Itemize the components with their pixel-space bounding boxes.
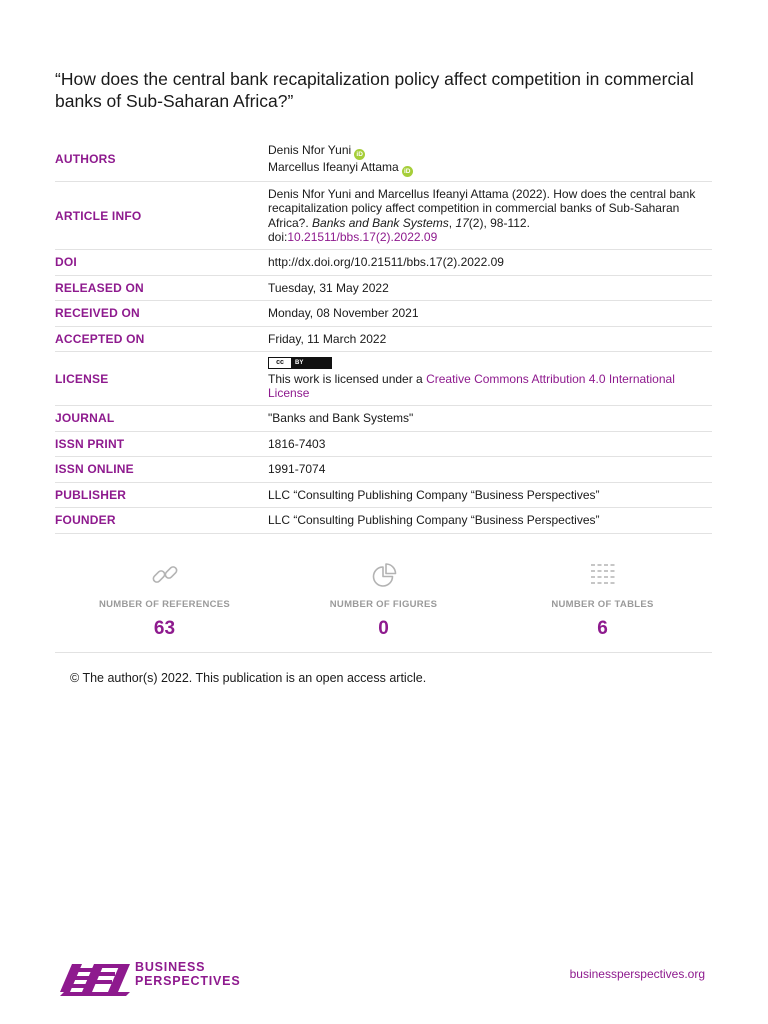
article-metadata-table xyxy=(55,136,712,534)
doi-value[interactable]: http://dx.doi.org/10.21511/bbs.17(2).2022.09 xyxy=(268,255,504,269)
logo-line-2: PERSPECTIVES xyxy=(135,974,241,988)
article-info-value: Denis Nfor Yuni and Marcellus Ifeanyi Attama (2022). How does the central bank recapitalization policy affect competition in commercial banks of Sub-Saharan Africa?. Banks and Bank Systems, 17(2), 98-112. doi:10.21511/bbs.17(2).2022.09 xyxy=(268,186,696,244)
authors-row xyxy=(55,136,712,182)
figures-label: NUMBER OF FIGURES xyxy=(329,599,438,610)
references-stat xyxy=(55,560,274,640)
table-icon xyxy=(588,560,618,590)
issn-print-row xyxy=(55,432,712,458)
license-row xyxy=(55,352,712,406)
accepted-label: ACCEPTED ON xyxy=(55,331,145,346)
publisher-value: LLC “Consulting Publishing Company “Business Perspectives” xyxy=(268,487,600,502)
issn-online-row xyxy=(55,457,712,483)
orcid-icon[interactable]: iD xyxy=(354,149,365,160)
received-value: Monday, 08 November 2021 xyxy=(268,306,419,320)
cc-by-license-icon[interactable] xyxy=(268,357,332,369)
citation-doi-link[interactable]: 10.21511/bbs.17(2).2022.09 xyxy=(287,230,438,244)
cc-badge-right: BY xyxy=(291,358,331,368)
cc-badge-left: cc xyxy=(269,358,291,368)
citation-pages: (2), 98-112. xyxy=(468,215,530,230)
released-row xyxy=(55,276,712,302)
accepted-row xyxy=(55,327,712,353)
authors-label: AUTHORS xyxy=(55,151,116,166)
link-icon xyxy=(150,560,180,590)
founder-label: FOUNDER xyxy=(55,513,116,528)
doi-label: DOI xyxy=(55,255,77,270)
figures-count: 0 xyxy=(378,618,389,639)
authors-value xyxy=(268,137,712,181)
logo-wordmark xyxy=(135,960,240,988)
tables-count: 6 xyxy=(597,618,608,639)
issn-online-value: 1991-7074 xyxy=(268,462,326,476)
citation-text: Denis Nfor Yuni and Marcellus Ifeanyi Attama (2022). How does the central bank recapitalization policy affect competition in commercial banks of Sub-Saharan Africa?. xyxy=(268,186,696,230)
citation-volume: 17 xyxy=(455,215,469,230)
received-row xyxy=(55,301,712,327)
journal-label: JOURNAL xyxy=(55,411,115,426)
author-name[interactable]: Denis Nfor Yuni xyxy=(268,142,352,157)
publisher-label: PUBLISHER xyxy=(55,487,127,502)
copyright-notice: © The author(s) 2022. This publication is an open access article. xyxy=(70,671,427,685)
article-title: “How does the central bank recapitalization policy affect competition in commercial banks of Sub-Saharan Africa?” xyxy=(55,69,694,111)
website-link[interactable]: businessperspectives.org xyxy=(569,967,705,981)
citation-doi-prefix: doi: xyxy=(268,230,288,244)
issn-print-value: 1816-7403 xyxy=(268,436,326,451)
article-statistics xyxy=(55,560,712,653)
references-count: 63 xyxy=(153,618,176,639)
citation-journal: Banks and Bank Systems xyxy=(312,215,449,230)
license-value xyxy=(268,351,712,405)
released-value: Tuesday, 31 May 2022 xyxy=(268,280,389,295)
accepted-value: Friday, 11 March 2022 xyxy=(268,331,387,346)
journal-row xyxy=(55,406,712,432)
figures-stat xyxy=(274,560,493,640)
released-label: RELEASED ON xyxy=(55,280,144,295)
license-link[interactable]: Creative Commons Attribution 4.0 International License xyxy=(268,371,675,401)
doi-row xyxy=(55,250,712,276)
pie-chart-icon xyxy=(369,560,399,590)
tables-label: NUMBER OF TABLES xyxy=(551,599,654,610)
issn-print-label: ISSN PRINT xyxy=(55,436,125,451)
publisher-row xyxy=(55,483,712,509)
license-label: LICENSE xyxy=(55,371,109,386)
issn-online-label: ISSN ONLINE xyxy=(55,462,134,477)
logo-line-1: BUSINESS xyxy=(135,960,206,974)
license-text: This work is licensed under a xyxy=(268,371,427,386)
article-info-label: ARTICLE INFO xyxy=(55,208,142,223)
founder-value: LLC “Consulting Publishing Company “Business Perspectives” xyxy=(268,513,600,527)
article-info-row xyxy=(55,182,712,250)
journal-value: "Banks and Bank Systems" xyxy=(268,411,414,425)
founder-row xyxy=(55,508,712,534)
author-name[interactable]: Marcellus Ifeanyi Attama xyxy=(268,159,399,174)
author-2 xyxy=(268,159,712,176)
orcid-icon[interactable]: iD xyxy=(402,166,413,177)
tables-stat xyxy=(493,560,712,640)
author-1 xyxy=(268,142,712,159)
references-label: NUMBER OF REFERENCES xyxy=(98,599,231,610)
received-label: RECEIVED ON xyxy=(55,306,140,321)
